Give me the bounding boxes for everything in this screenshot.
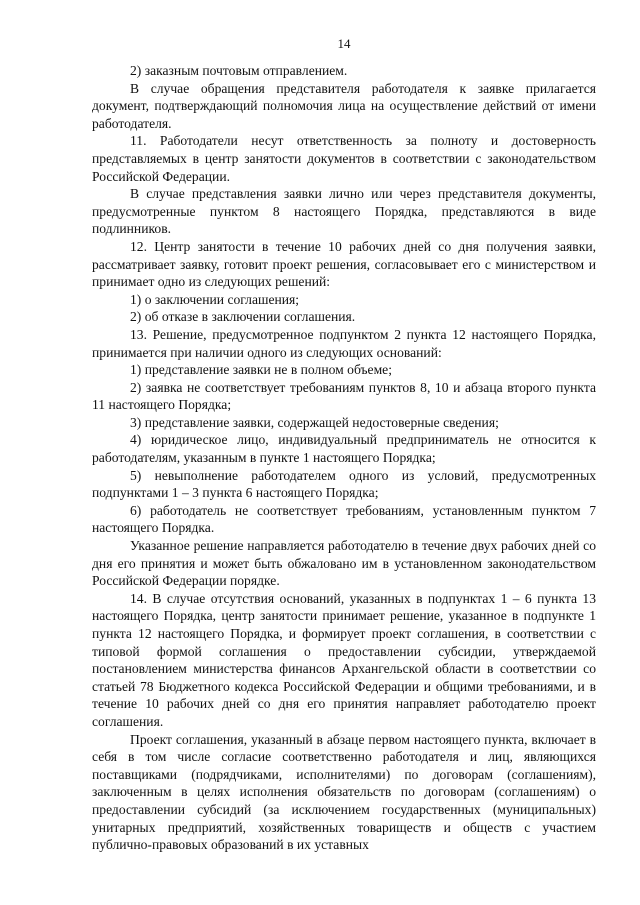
paragraph: 2) об отказе в заключении соглашения. — [130, 309, 356, 325]
paragraph: 2) заказным почтовым отправлением. — [130, 63, 348, 78]
paragraph: 4) юридическое лицо, индивидуальный предприниматель не относится к работодателям, указанным в пункте 1 настоящего Порядка; — [92, 432, 596, 466]
paragraph: Указанное решение направляется работодателю в течение двух рабочих дней со дня его принятия и может быть обжаловано им в установленном законодательством Российской Федерации порядке. — [92, 538, 596, 589]
paragraph: Проект соглашения, указанный в абзаце первом настоящего пункта, включает в себя в том числе согласие соответственно работодателя и лиц, являющихся поставщиками (подрядчиками, исполнителями) по договорам (соглашениям), заключенным в целях исполнения обязательств по договорам (соглашениям) о предоставлении субсидий (за исключением государственных (муниципальных) унитарных предприятий, хозяйственных товариществ и обществ с участием публично-правовых образований в их уставных — [92, 731, 596, 853]
paragraph: 1) о заключении соглашения; — [130, 291, 300, 307]
paragraph: 14. В случае отсутствия оснований, указанных в подпунктах 1 – 6 пункта 13 настоящего Порядка, центр занятости принимает решение, указанное в подпункте 1 пункта 12 настоящего Порядка, и формирует проект соглашения, в соответствии с типовой формой соглашения о предоставлении субсидии, утверждаемой постановлением министерства финансов Архангельской области в соответствии со статьей 78 Бюджетного кодекса Российской Федерации и общими требованиями, и в течение 10 рабочих дней со дня его принятия направляет работодателю проект соглашения. — [92, 590, 596, 729]
page-number: 14 — [337, 36, 351, 51]
paragraph: 12. Центр занятости в течение 10 рабочих дней со дня получения заявки, рассматривает заявку, готовит проект решения, согласовывает его с министерством и принимает одно из следующих решений: — [92, 238, 596, 290]
paragraph: 11. Работодатели несут ответственность за полноту и достоверность представляемых в центр занятости документов в соответствии с законодательством Российской Федерации. — [92, 133, 596, 184]
document-body — [92, 62, 596, 854]
paragraph: 6) работодатель не соответствует требованиям, установленным пунктом 7 настоящего Порядка. — [92, 502, 596, 536]
paragraph: 3) представление заявки, содержащей недостоверные сведения; — [130, 414, 499, 430]
paragraph: 5) невыполнение работодателем одного из условий, предусмотренных подпунктами 1 – 3 пункта 6 настоящего Порядка; — [92, 467, 596, 501]
paragraph: 2) заявка не соответствует требованиям пунктов 8, 10 и абзаца второго пункта 11 настоящего Порядка; — [92, 379, 596, 413]
paragraph: 1) представление заявки не в полном объеме; — [130, 362, 392, 378]
paragraph: В случае обращения представителя работодателя к заявке прилагается документ, подтверждающий полномочия лица на осуществление действий от имени работодателя. — [92, 80, 596, 131]
paragraph: В случае представления заявки лично или через представителя документы, предусмотренные пунктом 8 настоящего Порядка, представляются в виде подлинников. — [92, 186, 596, 237]
paragraph: 13. Решение, предусмотренное подпунктом 2 пункта 12 настоящего Порядка, принимается при наличии одного из следующих оснований: — [92, 326, 596, 360]
